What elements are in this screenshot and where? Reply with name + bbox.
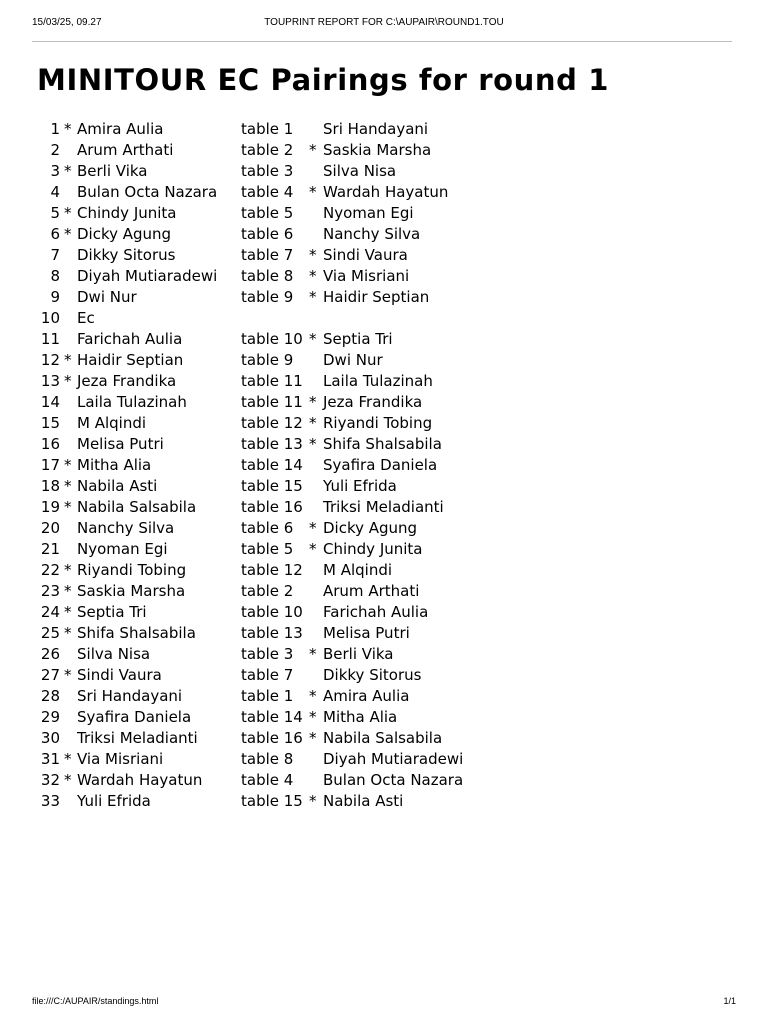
table-number: table 11	[241, 372, 303, 390]
player-number: 25	[40, 624, 60, 642]
table-number: table 1	[241, 687, 294, 705]
footer-file-url: file:///C:/AUPAIR/standings.html	[32, 996, 159, 1006]
player-name: Farichah Aulia	[77, 330, 183, 348]
table-number: table 12	[241, 414, 303, 432]
player-name: Mitha Alia	[77, 456, 152, 474]
opponent-name: Mitha Alia	[323, 708, 398, 726]
player-number: 3	[50, 162, 60, 180]
player-number: 13	[40, 372, 60, 390]
player-name: Nabila Salsabila	[77, 498, 197, 516]
opponent-name: Nabila Salsabila	[323, 729, 443, 747]
player-name: Chindy Junita	[77, 204, 177, 222]
player-number: 33	[40, 792, 60, 810]
opponent-name: Amira Aulia	[323, 687, 410, 705]
opponent-name: Septia Tri	[323, 330, 393, 348]
player-color-mark: *	[64, 561, 72, 579]
table-number: table 13	[241, 435, 303, 453]
player-name: Sri Handayani	[77, 687, 183, 705]
player-number: 5	[50, 204, 60, 222]
table-number: table 6	[241, 519, 294, 537]
player-number: 28	[40, 687, 60, 705]
table-number: table 7	[241, 666, 294, 684]
player-color-mark: *	[64, 225, 72, 243]
player-number: 15	[40, 414, 60, 432]
player-name: Yuli Efrida	[77, 792, 151, 810]
player-color-mark: *	[64, 624, 72, 642]
player-number: 29	[40, 708, 60, 726]
opponent-name: Syafira Daniela	[323, 456, 438, 474]
opponent-name: Saskia Marsha	[323, 141, 432, 159]
opponent-name: Wardah Hayatun	[323, 183, 449, 201]
opponent-color-mark: *	[309, 183, 317, 201]
print-footer	[32, 994, 736, 1008]
print-report-title: TOUPRINT REPORT FOR C:\AUPAIR\ROUND1.TOU	[264, 17, 504, 28]
table-number: table 1	[241, 120, 294, 138]
opponent-color-mark: *	[309, 687, 317, 705]
print-header	[32, 16, 736, 30]
opponent-color-mark: *	[309, 708, 317, 726]
player-number: 6	[50, 225, 60, 243]
player-color-mark: *	[64, 750, 72, 768]
opponent-color-mark: *	[309, 288, 317, 306]
table-number: table 5	[241, 204, 294, 222]
table-number: table 7	[241, 246, 294, 264]
player-number: 23	[40, 582, 60, 600]
player-number: 19	[40, 498, 60, 516]
player-name: Syafira Daniela	[77, 708, 192, 726]
opponent-color-mark: *	[309, 141, 317, 159]
table-number: table 3	[241, 162, 294, 180]
player-number: 11	[40, 330, 60, 348]
table-number: table 2	[241, 582, 294, 600]
table-number: table 14	[241, 708, 303, 726]
opponent-color-mark: *	[309, 393, 317, 411]
print-datetime: 15/03/25, 09.27	[32, 17, 102, 28]
player-color-mark: *	[64, 120, 72, 138]
opponent-name: M Alqindi	[323, 561, 393, 579]
player-name: M Alqindi	[77, 414, 147, 432]
player-name: Riyandi Tobing	[77, 561, 187, 579]
opponent-name: Bulan Octa Nazara	[323, 771, 464, 789]
player-number: 31	[40, 750, 60, 768]
player-color-mark: *	[64, 372, 72, 390]
table-number: table 3	[241, 645, 294, 663]
opponent-name: Laila Tulazinah	[323, 372, 433, 390]
player-name: Dwi Nur	[77, 288, 137, 306]
opponent-color-mark: *	[309, 435, 317, 453]
player-name: Triksi Meladianti	[77, 729, 198, 747]
player-number: 2	[50, 141, 60, 159]
player-color-mark: *	[64, 351, 72, 369]
opponent-name: Nanchy Silva	[323, 225, 421, 243]
opponent-name: Silva Nisa	[323, 162, 397, 180]
opponent-color-mark: *	[309, 414, 317, 432]
player-number: 21	[40, 540, 60, 558]
player-name: Laila Tulazinah	[77, 393, 187, 411]
opponent-name: Shifa Shalsabila	[323, 435, 442, 453]
player-name: Diyah Mutiaradewi	[77, 267, 218, 285]
opponent-name: Sindi Vaura	[323, 246, 408, 264]
table-number: table 4	[241, 771, 294, 789]
opponent-name: Chindy Junita	[323, 540, 423, 558]
opponent-name: Dikky Sitorus	[323, 666, 422, 684]
player-number: 26	[40, 645, 60, 663]
player-number: 17	[40, 456, 60, 474]
player-number: 30	[40, 729, 60, 747]
player-number: 16	[40, 435, 60, 453]
player-number: 20	[40, 519, 60, 537]
opponent-color-mark: *	[309, 729, 317, 747]
header-divider	[32, 41, 732, 42]
table-number: table 5	[241, 540, 294, 558]
player-color-mark: *	[64, 204, 72, 222]
player-color-mark: *	[64, 477, 72, 495]
opponent-name: Berli Vika	[323, 645, 394, 663]
opponent-name: Dicky Agung	[323, 519, 418, 537]
opponent-name: Haidir Septian	[323, 288, 430, 306]
player-name: Dicky Agung	[77, 225, 172, 243]
opponent-color-mark: *	[309, 645, 317, 663]
footer-page-number: 1/1	[723, 996, 736, 1006]
player-number: 27	[40, 666, 60, 684]
opponent-name: Nabila Asti	[323, 792, 404, 810]
table-number: table 12	[241, 561, 303, 579]
player-number: 8	[50, 267, 60, 285]
player-name: Amira Aulia	[77, 120, 164, 138]
player-color-mark: *	[64, 582, 72, 600]
opponent-name: Farichah Aulia	[323, 603, 429, 621]
opponent-name: Melisa Putri	[323, 624, 410, 642]
opponent-name: Sri Handayani	[323, 120, 429, 138]
player-number: 24	[40, 603, 60, 621]
player-name: Nyoman Egi	[77, 540, 168, 558]
player-number: 1	[50, 120, 60, 138]
opponent-color-mark: *	[309, 540, 317, 558]
table-number: table 15	[241, 792, 303, 810]
player-number: 4	[50, 183, 60, 201]
player-name: Bulan Octa Nazara	[77, 183, 218, 201]
player-name: Arum Arthati	[77, 141, 174, 159]
player-number: 12	[40, 351, 60, 369]
player-name: Ec	[77, 309, 95, 327]
player-number: 7	[50, 246, 60, 264]
table-number: table 16	[241, 729, 303, 747]
player-number: 22	[40, 561, 60, 579]
opponent-name: Triksi Meladianti	[323, 498, 444, 516]
player-color-mark: *	[64, 603, 72, 621]
opponent-name: Dwi Nur	[323, 351, 383, 369]
player-name: Haidir Septian	[77, 351, 184, 369]
player-name: Dikky Sitorus	[77, 246, 176, 264]
player-number: 9	[50, 288, 60, 306]
opponent-name: Riyandi Tobing	[323, 414, 433, 432]
player-name: Jeza Frandika	[77, 372, 177, 390]
table-number: table 11	[241, 393, 303, 411]
player-name: Saskia Marsha	[77, 582, 186, 600]
table-number: table 16	[241, 498, 303, 516]
player-name: Berli Vika	[77, 162, 148, 180]
player-color-mark: *	[64, 456, 72, 474]
player-color-mark: *	[64, 498, 72, 516]
player-number: 10	[40, 309, 60, 327]
table-number: table 6	[241, 225, 294, 243]
opponent-color-mark: *	[309, 792, 317, 810]
table-number: table 13	[241, 624, 303, 642]
opponent-color-mark: *	[309, 330, 317, 348]
opponent-color-mark: *	[309, 267, 317, 285]
opponent-color-mark: *	[309, 519, 317, 537]
opponent-color-mark: *	[309, 246, 317, 264]
player-number: 14	[40, 393, 60, 411]
opponent-name: Diyah Mutiaradewi	[323, 750, 464, 768]
table-number: table 8	[241, 750, 294, 768]
table-number: table 2	[241, 141, 294, 159]
player-name: Sindi Vaura	[77, 666, 162, 684]
opponent-name: Via Misriani	[323, 267, 410, 285]
player-name: Wardah Hayatun	[77, 771, 203, 789]
table-number: table 8	[241, 267, 294, 285]
player-number: 18	[40, 477, 60, 495]
player-name: Septia Tri	[77, 603, 147, 621]
player-color-mark: *	[64, 666, 72, 684]
player-name: Melisa Putri	[77, 435, 164, 453]
player-name: Via Misriani	[77, 750, 164, 768]
opponent-name: Jeza Frandika	[323, 393, 423, 411]
player-name: Nanchy Silva	[77, 519, 175, 537]
player-number: 32	[40, 771, 60, 789]
opponent-name: Arum Arthati	[323, 582, 420, 600]
table-number: table 10	[241, 603, 303, 621]
table-number: table 15	[241, 477, 303, 495]
table-number: table 14	[241, 456, 303, 474]
player-name: Silva Nisa	[77, 645, 151, 663]
page-title: MINITOUR EC Pairings for round 1	[37, 63, 609, 97]
opponent-name: Nyoman Egi	[323, 204, 414, 222]
table-number: table 9	[241, 288, 294, 306]
player-name: Nabila Asti	[77, 477, 158, 495]
table-number: table 9	[241, 351, 294, 369]
table-number: table 4	[241, 183, 294, 201]
player-color-mark: *	[64, 162, 72, 180]
player-color-mark: *	[64, 771, 72, 789]
table-number: table 10	[241, 330, 303, 348]
opponent-name: Yuli Efrida	[323, 477, 397, 495]
player-name: Shifa Shalsabila	[77, 624, 196, 642]
